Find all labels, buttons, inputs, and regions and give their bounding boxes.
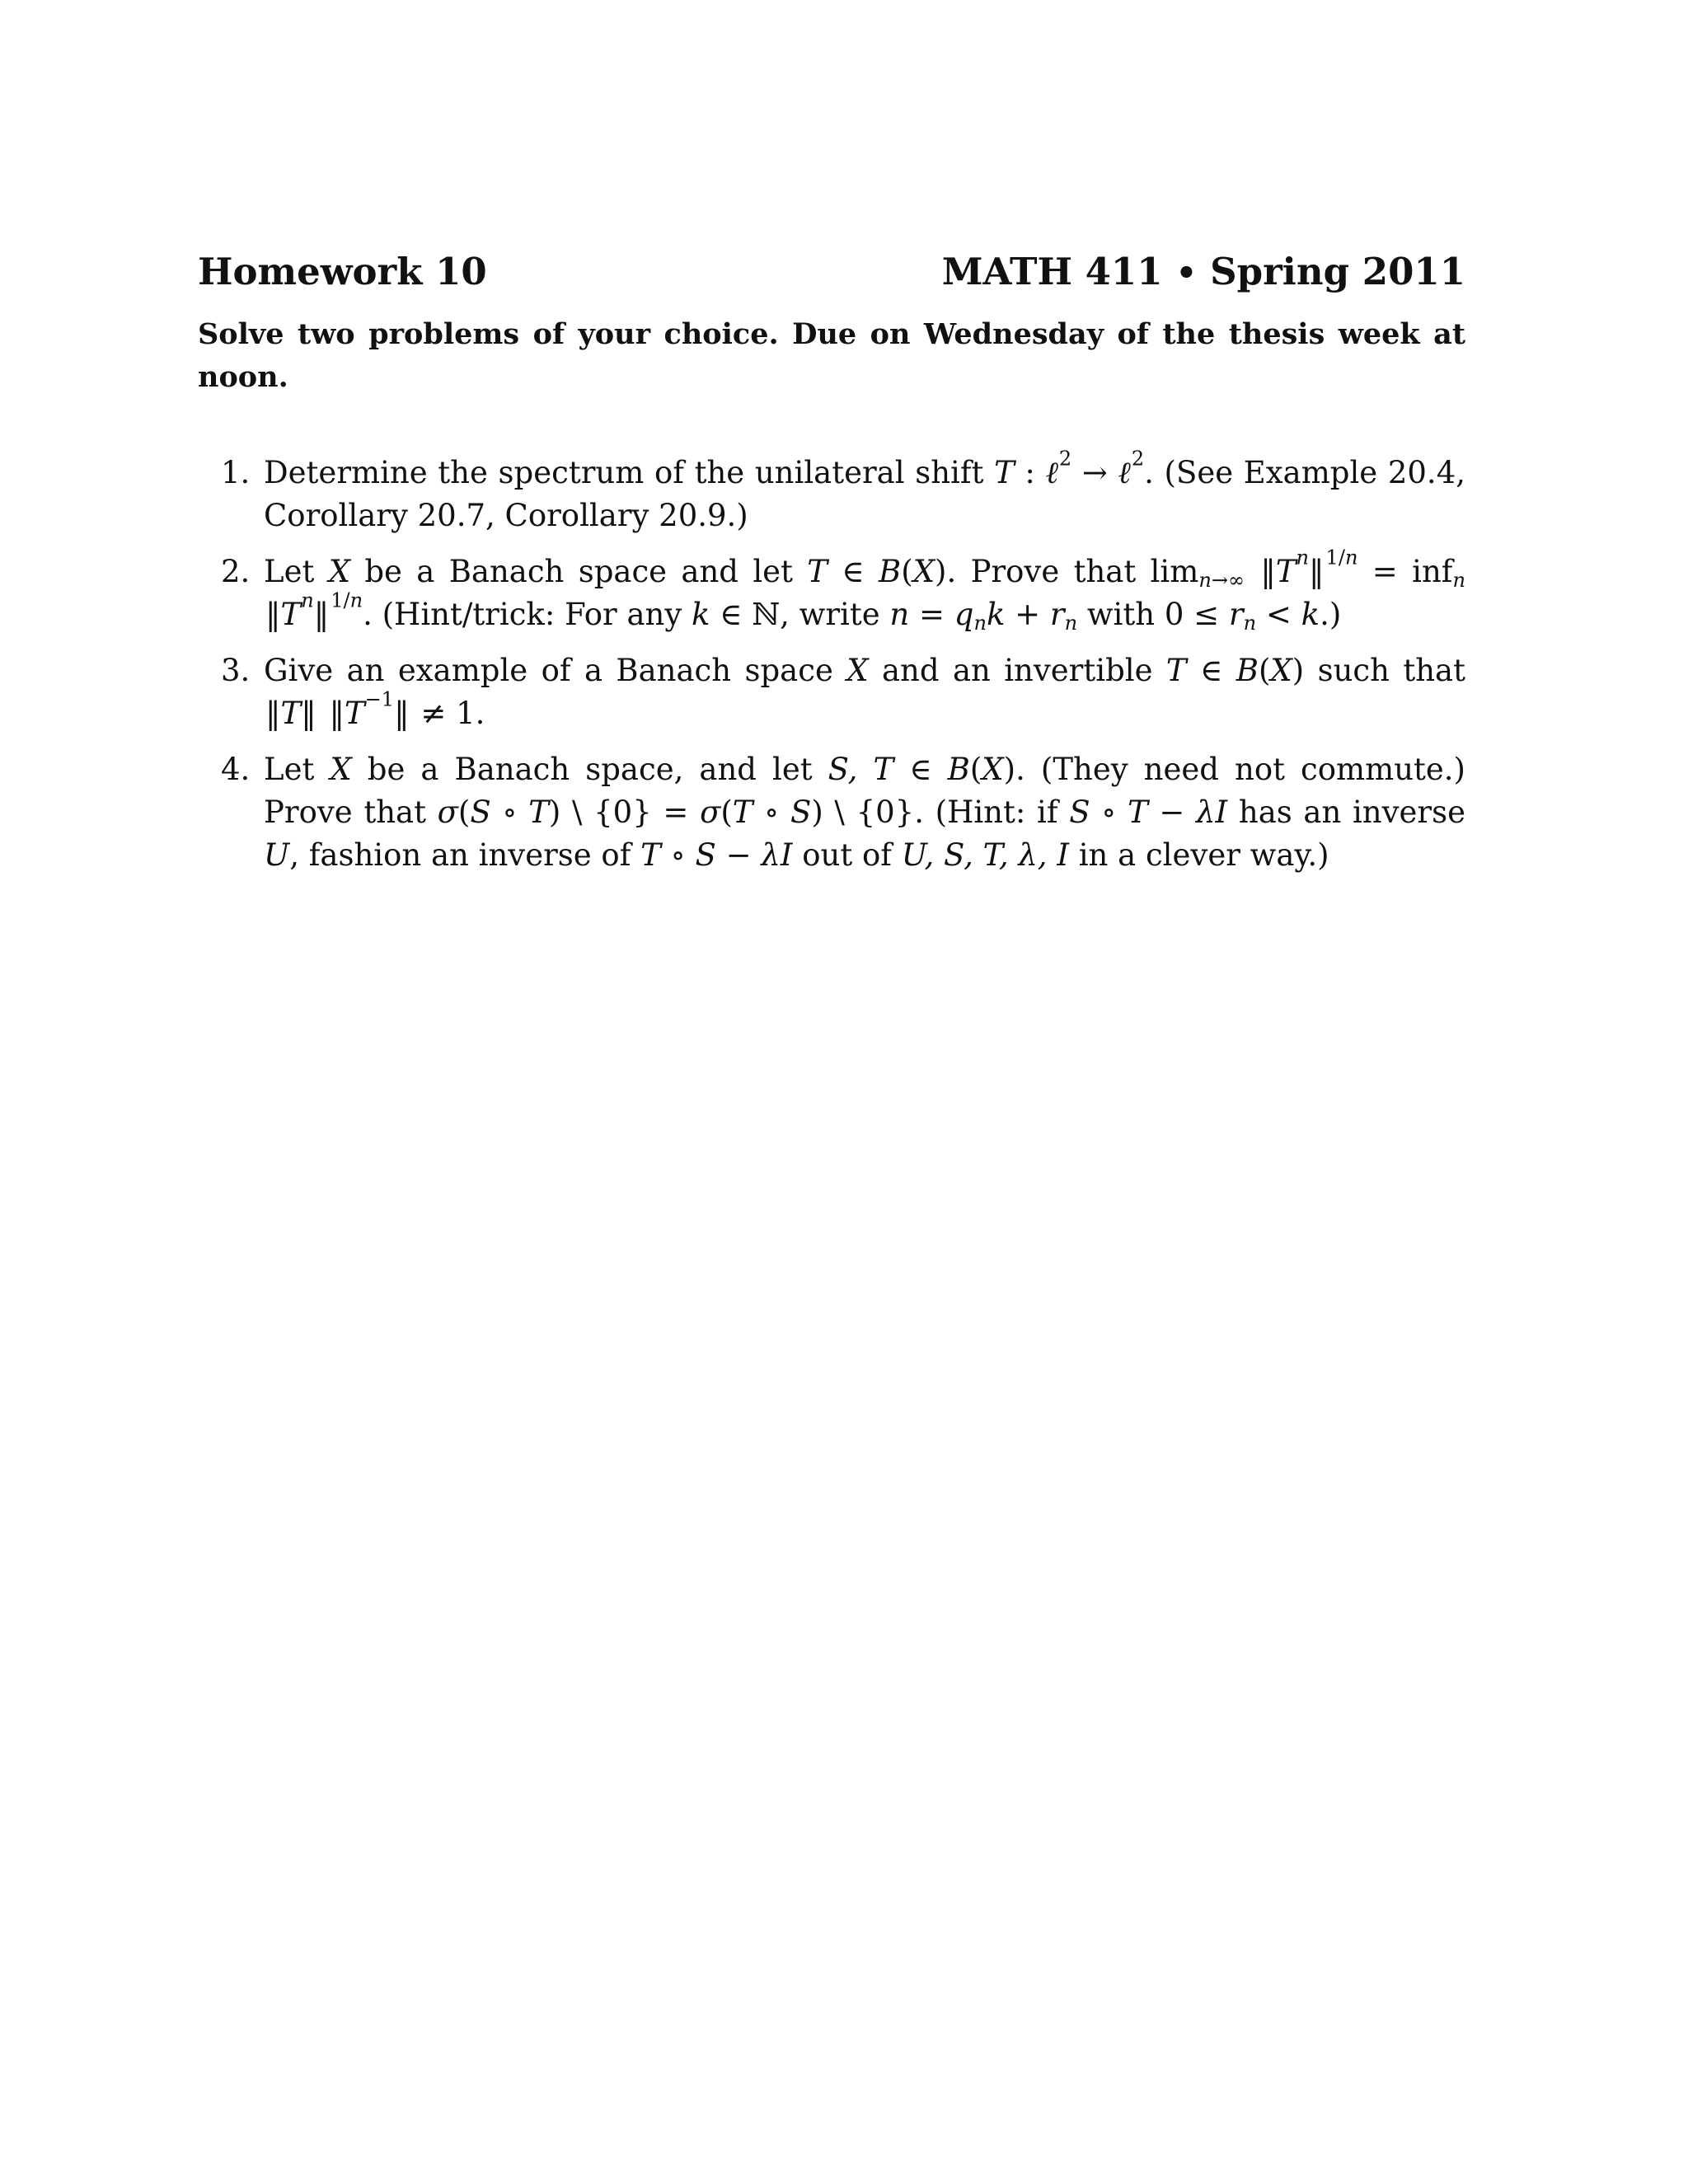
math-expression: T ∘ S − λI [640,837,793,873]
problem-text: Determine the spectrum of the unilateral shift [264,455,995,490]
course-code: MATH 411 [941,250,1163,293]
math-expression: $0 \le r_n < k$ [1164,597,1320,635]
problem-item [198,649,1465,735]
problem-text: out of [792,837,902,873]
problem-number: 1. [221,455,251,490]
math-expression: $\lim_{n\to\infty}$ $‖T^n‖^{1/n} = inf_n$ $‖T^n‖^{1/n}$ [265,546,1465,632]
problem-text: . (See Example 20.4, Corollary 20.7, Corollary 20.9.) [264,455,1465,533]
math-expression: k [692,597,710,632]
math-expression: σ(S ∘ T) \ {0} = σ(T ∘ S) \ {0} [437,794,915,830]
math-expression: U [264,837,290,873]
math-expression: U, S, T, λ, I [901,837,1069,873]
problem-text: . (Hint: if [914,794,1070,830]
problem-text: in a clever way.) [1068,837,1329,873]
problem-text: , fashion an inverse of [289,837,641,873]
problem-text: with [1077,597,1165,632]
document-header [198,247,1465,298]
math-expression: T [807,554,828,589]
math-expression: T ∈ B(X) [1165,653,1305,688]
problem-text: such that [1304,653,1465,688]
math-expression: X [846,653,869,688]
math-expression: X [328,554,351,589]
problem-text: be a Banach space, and let [351,752,828,787]
course-term: Spring 2011 [1210,250,1465,293]
problem-text: Let [264,752,331,787]
problem-number: 4. [221,752,251,787]
problem-text: . Prove that [946,554,1151,589]
math-expression: ‖T‖ $‖T^{-1}‖ \ne 1$ [265,687,476,731]
problem-text: .) [1320,597,1342,632]
course-info [942,247,1465,298]
problem-item: 2. Let X be a Banach space and let T ∈ B(X). Prove that $\lim_{n\to\infty}$ $‖T^n‖^{1/n} = inf_n$ $‖T^n‖^{1/n}$. (Hint/trick: For any k ∈ ℕ, write $n = q_nk + r_n$ with $0 \le r_n < k$.) [221,546,1465,635]
problem-text: . (Hint/trick: For any [363,597,692,632]
problem-text: . [475,696,485,731]
problem-item: 1. Determine the spectrum of the unilateral shift T : ℓ$^2$ → ℓ$^2$. (See Example 20.4, Corollary 20.7, Corollary 20.9.) [221,447,1465,533]
homework-page [198,247,1465,890]
problem-text: Let [264,554,329,589]
problem-number: 3. [221,653,251,688]
math-expression: S ∘ T − λI [1069,794,1228,830]
problem-text: and an invertible [868,653,1166,688]
math-expression: T [994,455,1015,490]
bullet-separator: • [1175,254,1198,293]
math-expression: X [330,752,352,787]
problem-text: , write [780,597,890,632]
problem-text: . (They need not commute.) Prove that [264,752,1465,830]
problem-list [198,447,1465,877]
problem-text: Give an example of a Banach space [264,653,847,688]
problem-item [198,748,1465,877]
homework-title: Homework 10 [198,250,487,293]
instructions: Solve two problems of your choice. Due on Wednesday of the thesis week at noon. [198,317,1465,394]
problem-number: 2. [221,554,251,589]
problem-text: has an inverse [1227,794,1465,830]
math-expression: S, T ∈ B(X) [828,752,1016,787]
problem-text: be a Banach space and let [350,554,808,589]
math-expression: $n = q_nk + r_n$ [889,597,1078,635]
